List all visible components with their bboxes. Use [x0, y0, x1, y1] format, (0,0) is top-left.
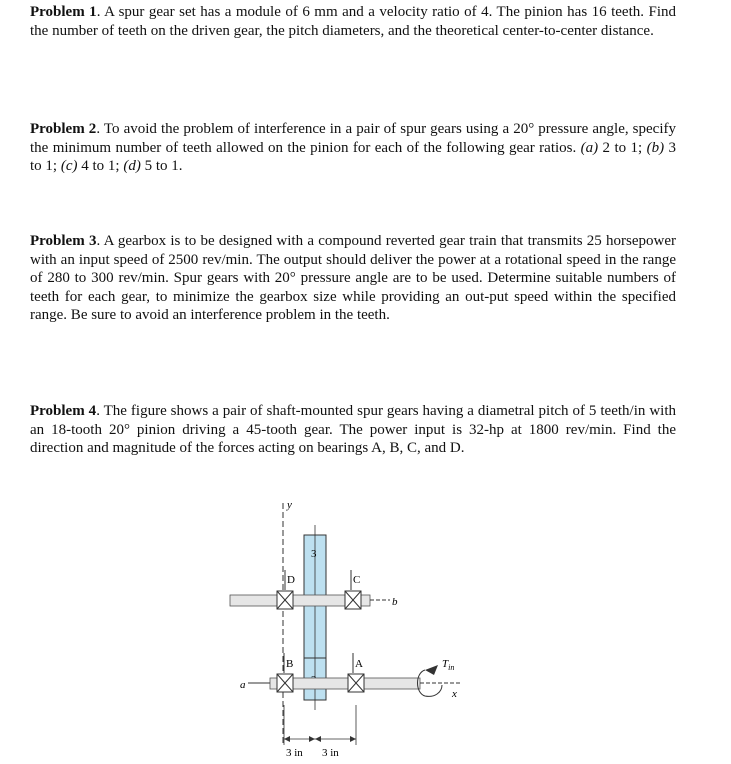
- dim-left-label: 3 in: [286, 747, 303, 759]
- torque-label: [442, 658, 454, 672]
- option-a: 2 to 1;: [598, 139, 647, 156]
- bearing-b-label: B: [286, 658, 294, 670]
- bearing-c-label: C: [353, 574, 361, 586]
- y-axis-label: y: [287, 499, 292, 511]
- problem-3: [30, 232, 676, 325]
- gear-shaft-figure: [220, 495, 480, 759]
- option-c-label: (c): [60, 158, 78, 174]
- option-b-label: (b): [646, 139, 665, 156]
- gear-diagram: [220, 495, 480, 759]
- problem-4-text: . The figure shows a pair of shaft-mounted spur gears having a diametral pitch of 5 teeth/in with an 18-tooth 20° pinion driving a 45-tooth gear. The power input is 32-hp at 1800 rev/min. Find the direction and magnitude of the forces acting on bearings A, B, C, and D.: [30, 403, 677, 456]
- problem-4-label: Problem 4: [30, 403, 97, 419]
- shaft-b-label: b: [392, 596, 398, 608]
- problem-1: [30, 3, 676, 40]
- torque-subscript: in: [448, 663, 455, 672]
- option-b: 3 to 1;: [30, 139, 676, 174]
- problem-2-label: Problem 2: [30, 121, 97, 137]
- option-d-label: (d): [123, 158, 141, 174]
- problem-3-text: . A gearbox is to be designed with a compound reverted gear train that transmits 25 horsepower with an input speed of 2500 rev/min. The output should deliver the power at a rotational speed in the range of 280 to 300 rev/min. Spur gears with 20° pressure angle are to be used. Determine suitable numbers of teeth for each gear, to minimize the gearbox size while providing an out-put speed within the specified range. Be sure to avoid an interference problem in the teeth.: [30, 233, 677, 323]
- problem-2-text: . To avoid the problem of interference in a pair of spur gears using a 20° pressure angle, specify the minimum number of teeth allowed on the pinion for each of the following gear ratios.: [30, 121, 676, 156]
- bearing-d-label: D: [287, 574, 295, 586]
- problem-4: [30, 402, 676, 458]
- option-d: 5 to 1.: [140, 158, 183, 174]
- torque-arrow-head: [425, 665, 438, 675]
- gear-3-label: 3: [311, 548, 317, 560]
- shaft-a-label: a: [240, 679, 246, 691]
- dim-right-label: 3 in: [322, 747, 339, 759]
- option-a-label: (a): [580, 139, 599, 156]
- problem-1-text: . A spur gear set has a module of 6 mm and a velocity ratio of 4. The pinion has 16 teeth. Find the number of teeth on the driven gear, the pitch diameters, and the theoretical center-to-center distance.: [30, 4, 676, 39]
- problem-2: [30, 120, 676, 176]
- torque-symbol: T: [442, 658, 449, 670]
- problem-1-label: Problem 1: [30, 4, 97, 20]
- option-c: 4 to 1;: [77, 158, 124, 174]
- bearing-a-label: A: [355, 658, 363, 670]
- x-axis-label: x: [452, 688, 457, 700]
- problem-3-label: Problem 3: [30, 233, 97, 249]
